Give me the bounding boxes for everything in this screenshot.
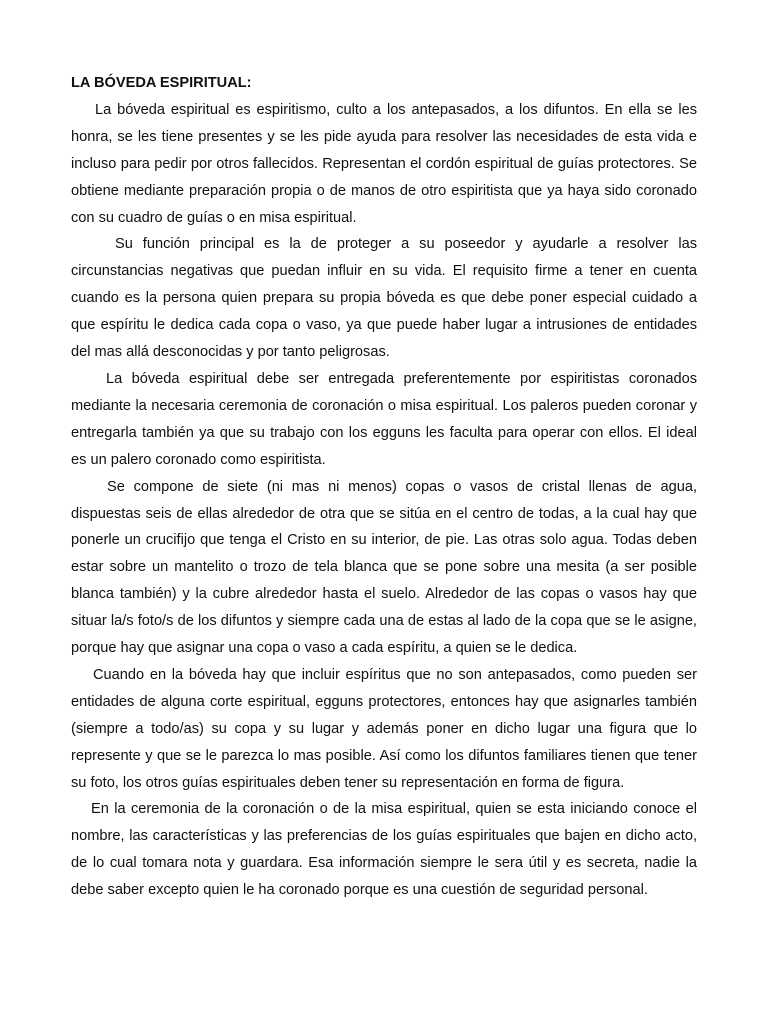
document-title: LA BÓVEDA ESPIRITUAL: bbox=[71, 75, 252, 91]
paragraph-3: La bóveda espiritual debe ser entregada preferentemente por espiritistas coronados mediante la necesaria ceremonia de coronación o misa espiritual. Los paleros pueden coronar y entregarla también ya que su trabajo con los egguns les faculta para operar con ellos. El ideal es un palero coronado como espiritista. bbox=[71, 370, 697, 468]
paragraph-5: Cuando en la bóveda hay que incluir espíritus que no son antepasados, como pueden ser entidades de alguna corte espiritual, egguns protectores, entonces hay que asignarles también (siempre a todo/as) su copa y su lugar y además poner en dicho lugar una figura que lo represente y que se le parezca lo mas posible. Así como los difuntos familiares tienen que tener su foto, los otros guías espirituales deben tener su representación en forma de figura. bbox=[71, 666, 697, 791]
document-page bbox=[71, 70, 697, 904]
paragraph-4: Se compone de siete (ni mas ni menos) copas o vasos de cristal llenas de agua, dispuestas seis de ellas alrededor de otra que se sitúa en el centro de todas, a la cual hay que ponerle un crucifijo que tenga el Cristo en su interior, de pie. Las otras solo agua. Todas deben estar sobre un mantelito o trozo de tela blanca que se pone sobre una mesita (a ser posible blanca también) y la cubre alrededor hasta el suelo. Alrededor de las copas o vasos hay que situar la/s foto/s de los difuntos y siempre cada una de estas al lado de la copa que se le asigne, porque hay que asignar una copa o vaso a cada espíritu, a quien se le dedica. bbox=[71, 478, 697, 657]
paragraph-2: Su función principal es la de proteger a su poseedor y ayudarle a resolver las circunstancias negativas que puedan influir en su vida. El requisito firme a tener en cuenta cuando es la persona quien prepara su propia bóveda es que debe poner especial cuidado a que espíritu le dedica cada copa o vaso, ya que puede haber lugar a intrusiones de entidades del mas allá desconocidas y por tanto peligrosas. bbox=[71, 236, 697, 361]
paragraph-6: En la ceremonia de la coronación o de la misa espiritual, quien se esta iniciando conoce el nombre, las características y las preferencias de los guías espirituales que bajen en dicho acto, de lo cual tomara nota y guardara. Esa información siempre le sera útil y es secreta, nadie la debe saber excepto quien le ha coronado porque es una cuestión de seguridad personal. bbox=[71, 801, 697, 899]
paragraph-1: La bóveda espiritual es espiritismo, culto a los antepasados, a los difuntos. En ella se les honra, se les tiene presentes y se les pide ayuda para resolver las necesidades de esta vida e incluso para pedir por otros fallecidos. Representan el cordón espiritual de guías protectores. Se obtiene mediante preparación propia o de manos de otro espiritista que ya haya sido coronado con su cuadro de guías o en misa espiritual. bbox=[71, 101, 697, 226]
